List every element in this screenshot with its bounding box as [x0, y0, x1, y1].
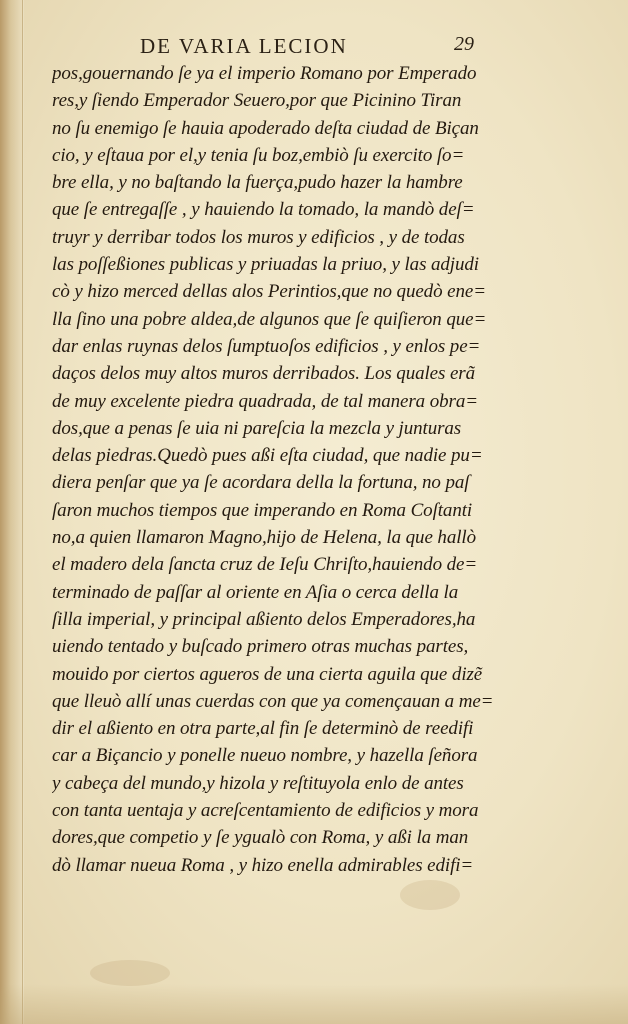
text-line: ſaron muchos tiempos que imperando en Roma Coſtanti — [52, 499, 473, 521]
body-text — [52, 60, 522, 879]
text-line: de muy excelente piedra quadrada, de tal manera obra= — [52, 390, 478, 412]
text-line: car a Biçancio y ponelle nueuo nombre, y hazella ſeñora — [52, 745, 478, 767]
text-line: cio, y eſtaua por el,y tenia ſu boz,embiò ſu exercito ſo= — [52, 144, 465, 166]
text-line: bre ella, y no baſtando la fuerça,pudo hazer la hambre — [52, 172, 463, 194]
page-gutter-edge — [0, 0, 24, 1024]
text-line: uiendo tentado y buſcado primero otras muchas partes, — [52, 636, 469, 658]
text-line: que ſe entregaſſe , y hauiendo la tomado, la mandò deſ= — [52, 199, 475, 221]
text-line: dò llamar nueua Roma , y hizo enella admirables edifi= — [52, 854, 474, 876]
text-line: lla ſino una pobre aldea,de algunos que ſe quiſieron que= — [52, 308, 487, 330]
text-line: mouido por ciertos agueros de una cierta aguila que dizẽ — [52, 663, 483, 685]
text-line: y cabeça del mundo,y hizola y reſtituyola enlo de antes — [52, 772, 464, 794]
text-line: las poſſeßiones publicas y priuadas la priuo, y las adjudi — [52, 254, 479, 276]
gutter-line — [22, 0, 23, 1024]
text-line: dores,que competio y ſe ygualò con Roma, y aßi la man — [52, 827, 469, 849]
text-line: cò y hizo merced dellas alos Perintios,que no quedò ene= — [52, 281, 486, 303]
running-title: DE VARIA LECION — [140, 34, 348, 58]
page-bottom-shade — [0, 984, 628, 1024]
paper-stain — [90, 960, 170, 986]
text-line: delas piedras.Quedò pues aßi eſta ciudad, que nadie pu= — [52, 445, 483, 467]
text-line: res,y ſiendo Emperador Seuero,por que Picinino Tiran — [52, 90, 462, 112]
text-line: diera penſar que ya ſe acordara della la fortuna, no paſ — [52, 472, 470, 494]
text-line: el madero dela ſancta cruz de Ieſu Chriſto,hauiendo de= — [52, 554, 478, 576]
text-line: truyr y derribar todos los muros y edificios , y de todas — [52, 226, 465, 248]
text-line: pos,gouernando ſe ya el imperio Romano por Emperado — [52, 63, 477, 84]
text-line: no ſu enemigo ſe hauia apoderado deſta ciudad de Biçan — [52, 117, 479, 139]
text-line: dar enlas ruynas delos ſumptuoſos edificios , y enlos pe= — [52, 335, 481, 357]
text-line: dos,que a penas ſe uia ni pareſcia la mezcla y junturas — [52, 417, 462, 439]
text-line: daços delos muy altos muros derribados. Los quales erã — [52, 363, 475, 385]
text-line: que lleuò allí unas cuerdas con que ya començauan a me= — [52, 690, 494, 712]
text-line: terminado de paſſar al oriente en Aſia o cerca della la — [52, 581, 459, 603]
text-line: no,a quien llamaron Magno,hijo de Helena, la que hallò — [52, 527, 476, 549]
paper-stain — [400, 880, 460, 910]
page-number: 29 — [454, 33, 474, 55]
text-line: dir el aßiento en otra parte,al fin ſe determinò de reedifi — [52, 718, 474, 740]
text-line: ſilla imperial, y principal aßiento delos Emperadores,ha — [52, 608, 476, 630]
text-line: con tanta uentaja y acreſcentamiento de edificios y mora — [52, 800, 479, 822]
